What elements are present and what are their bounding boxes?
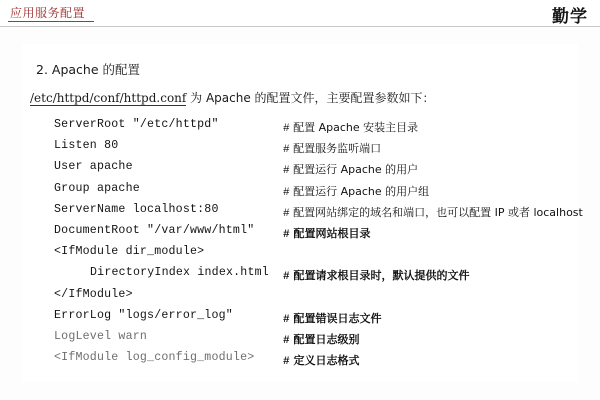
comment-text: 配置请求根目录时，默认提供的文件 — [293, 269, 470, 283]
config-comment — [283, 331, 359, 347]
intro-paragraph — [30, 89, 435, 106]
config-comment — [283, 140, 381, 156]
config-directive: </IfModule> — [54, 287, 133, 301]
config-directive: DocumentRoot "/var/www/html" — [54, 223, 255, 237]
config-line — [32, 224, 572, 245]
config-directive: ErrorLog "logs/error_log" — [54, 308, 233, 322]
comment-hash: # — [283, 313, 290, 326]
section-title: 2. Apache 的配置 — [36, 62, 141, 77]
config-comment — [283, 204, 583, 220]
config-comment — [283, 161, 418, 177]
slide-header — [0, 0, 600, 27]
comment-text: 配置服务监听端口 — [293, 142, 382, 156]
comment-text: 定义日志格式 — [293, 354, 360, 368]
config-directive: Listen 80 — [54, 139, 119, 153]
config-line — [32, 351, 572, 372]
config-line — [32, 139, 572, 160]
slide-content — [22, 44, 583, 382]
config-directive: LogLevel warn — [54, 329, 148, 343]
comment-hash: # — [283, 207, 290, 220]
comment-hash: # — [283, 186, 290, 199]
config-line — [32, 245, 572, 266]
config-comment — [283, 119, 418, 135]
comment-hash: # — [283, 228, 290, 241]
comment-hash: # — [283, 271, 290, 284]
config-directive: <IfModule log_config_module> — [54, 351, 255, 365]
comment-text: 配置错误日志文件 — [293, 311, 382, 325]
intro-text: 为 Apache 的配置文件，主要配置参数如下： — [186, 91, 435, 105]
config-line — [32, 266, 572, 287]
config-line — [32, 309, 572, 330]
comment-text: 配置运行 Apache 的用户 — [293, 163, 419, 177]
comment-hash: # — [283, 144, 290, 157]
comment-hash: # — [283, 334, 290, 347]
comment-text: 配置日志级别 — [293, 332, 360, 346]
config-line — [32, 118, 572, 139]
config-line — [32, 330, 572, 351]
config-line — [32, 202, 583, 224]
comment-text: 配置运行 Apache 的用户组 — [293, 184, 430, 198]
comment-hash: # — [283, 356, 290, 369]
comment-hash: # — [283, 123, 290, 135]
config-file-path: /etc/httpd/conf/httpd.conf — [30, 91, 187, 105]
config-directive: DirectoryIndex index.html — [90, 266, 269, 280]
brand-logo: 勤学 — [552, 7, 588, 27]
page-title: 应用服务配置 — [10, 6, 86, 20]
comment-hash: # — [283, 165, 290, 178]
title-underline — [8, 21, 94, 22]
config-comment — [283, 183, 429, 199]
config-directive: Group apache — [54, 181, 140, 195]
config-directive: ServerName localhost:80 — [54, 202, 219, 216]
comment-text: 配置网站根目录 — [293, 226, 371, 240]
config-comment — [283, 310, 381, 326]
config-line — [32, 182, 572, 203]
config-directive: <IfModule dir_module> — [54, 245, 205, 259]
config-comment — [283, 352, 359, 368]
config-line — [32, 288, 572, 309]
config-comment — [283, 225, 370, 241]
config-directive: User apache — [54, 160, 133, 174]
config-directive: ServerRoot "/etc/httpd" — [54, 118, 219, 131]
config-comment — [283, 267, 469, 283]
comment-text: 配置网站绑定的域名和端口，也可以配置 IP 或者 localhost — [293, 205, 583, 219]
config-line — [32, 160, 572, 181]
config-code-block — [32, 118, 583, 372]
comment-text: 配置 Apache 安装主目录 — [293, 121, 419, 134]
